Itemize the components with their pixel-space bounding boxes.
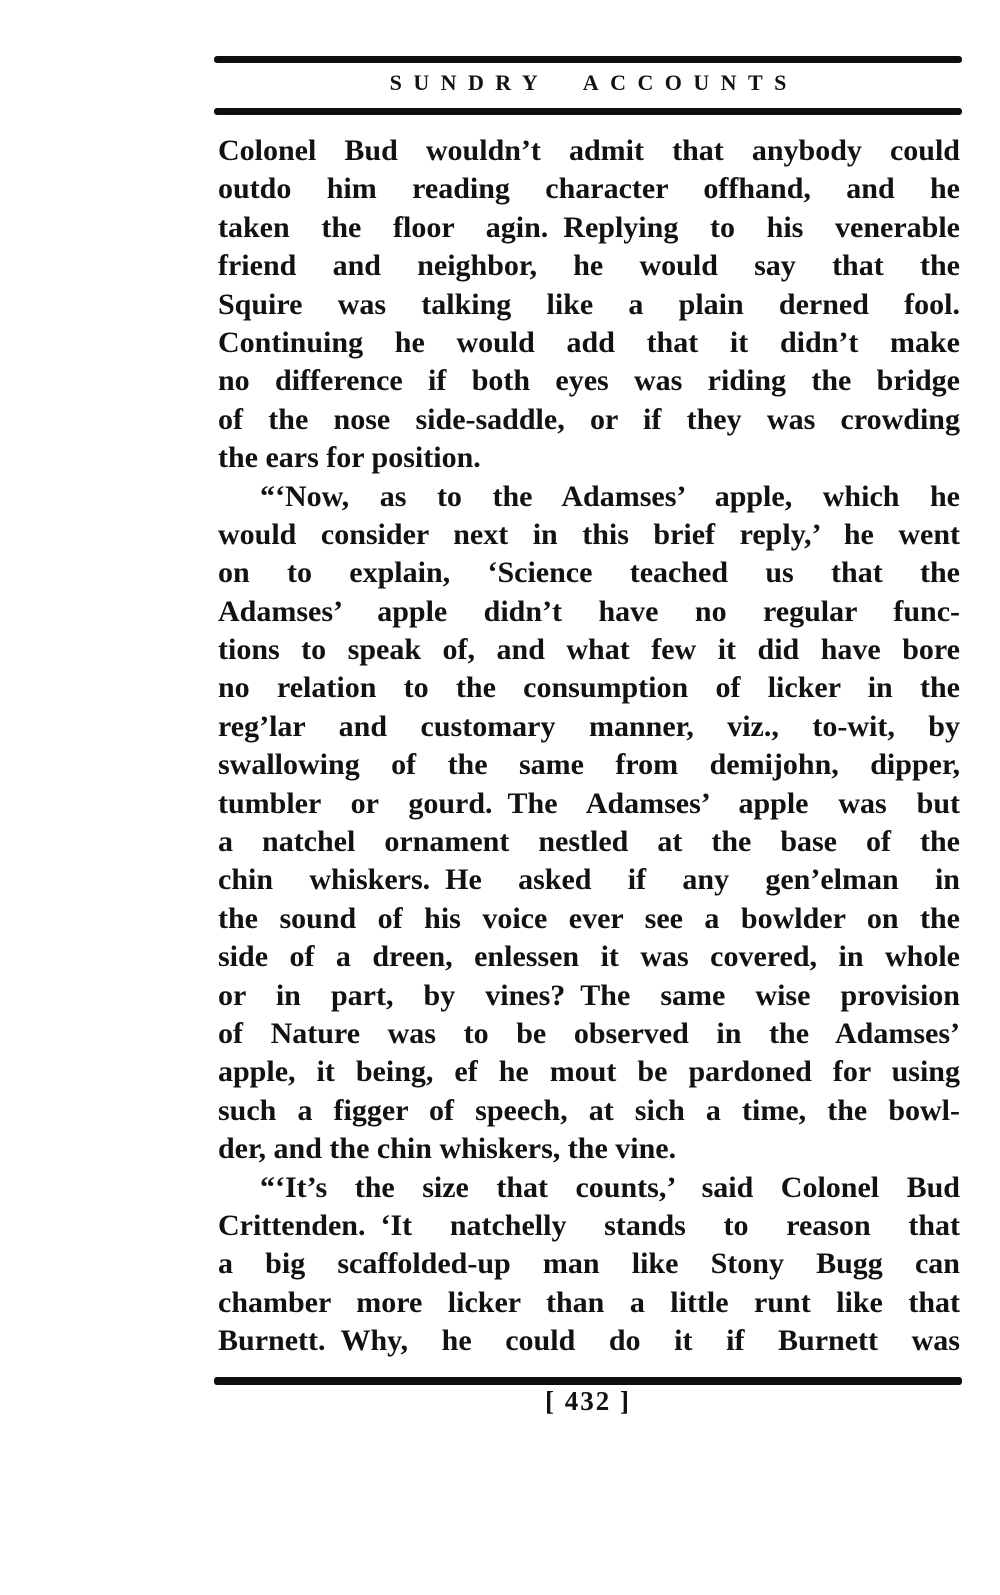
footer-rule [214, 1377, 962, 1385]
text-line: no difference if both eyes was riding the bridge [218, 364, 960, 398]
text-line: a natchel ornament nestled at the base of the [218, 825, 960, 859]
text-line: Crittenden. ‘It natchelly stands to reason that [218, 1208, 960, 1242]
body-text [218, 132, 960, 1361]
text-line: reg’lar and customary manner, viz., to-wit, by [218, 709, 960, 743]
text-line: outdo him reading character offhand, and he [218, 172, 960, 206]
text-line: would consider next in this brief reply,’ he went [218, 517, 960, 551]
text-line: taken the floor agin. Replying to his venerable [218, 210, 960, 244]
text-line: such a figger of speech, at sich a time, the bowl- [218, 1093, 960, 1127]
text-line: friend and neighbor, he would say that the [218, 249, 960, 283]
text-line: tions to speak of, and what few it did have bore [218, 633, 960, 667]
text-line: on to explain, ‘Science teached us that the [218, 556, 960, 590]
text-line: Colonel Bud wouldn’t admit that anybody could [218, 134, 960, 167]
text-line: swallowing of the same from demijohn, dipper, [218, 748, 960, 782]
text-line: der, and the chin whiskers, the vine. [218, 1132, 677, 1166]
text-line: apple, it being, ef he mout be pardoned for using [218, 1055, 960, 1089]
text-line: “‘Now, as to the Adamses’ apple, which he [260, 479, 960, 513]
text-line: “‘It’s the size that counts,’ said Colonel Bud [260, 1170, 960, 1204]
text-line: Squire was talking like a plain derned fool. [218, 287, 960, 321]
text-line: side of a dreen, enlessen it was covered, in whole [218, 940, 960, 974]
text-line: the sound of his voice ever see a bowlder on the [218, 901, 960, 935]
page-number: [ 432 ] [545, 1386, 631, 1416]
text-line: the ears for position. [218, 441, 481, 475]
text-line: or in part, by vines? The same wise provision [218, 978, 960, 1012]
text-line: of the nose side-saddle, or if they was crowding [218, 402, 960, 436]
header-rule-top [214, 56, 962, 63]
text-line: chin whiskers. He asked if any gen’elman in [218, 863, 960, 897]
text-line: Adamses’ apple didn’t have no regular func- [218, 594, 960, 628]
text-line: of Nature was to be observed in the Adamses’ [218, 1016, 960, 1050]
text-line: a big scaffolded-up man like Stony Bugg can [218, 1247, 960, 1281]
text-line: no relation to the consumption of licker in the [218, 671, 960, 705]
running-header: SUNDRY ACCOUNTS [389, 70, 798, 95]
text-line: chamber more licker than a little runt like that [218, 1285, 960, 1319]
text-line: Continuing he would add that it didn’t make [218, 325, 960, 359]
text-line: Burnett. Why, he could do it if Burnett was [218, 1324, 960, 1358]
text-line: tumbler or gourd. The Adamses’ apple was but [218, 786, 960, 820]
header-rule-bottom [214, 108, 962, 115]
